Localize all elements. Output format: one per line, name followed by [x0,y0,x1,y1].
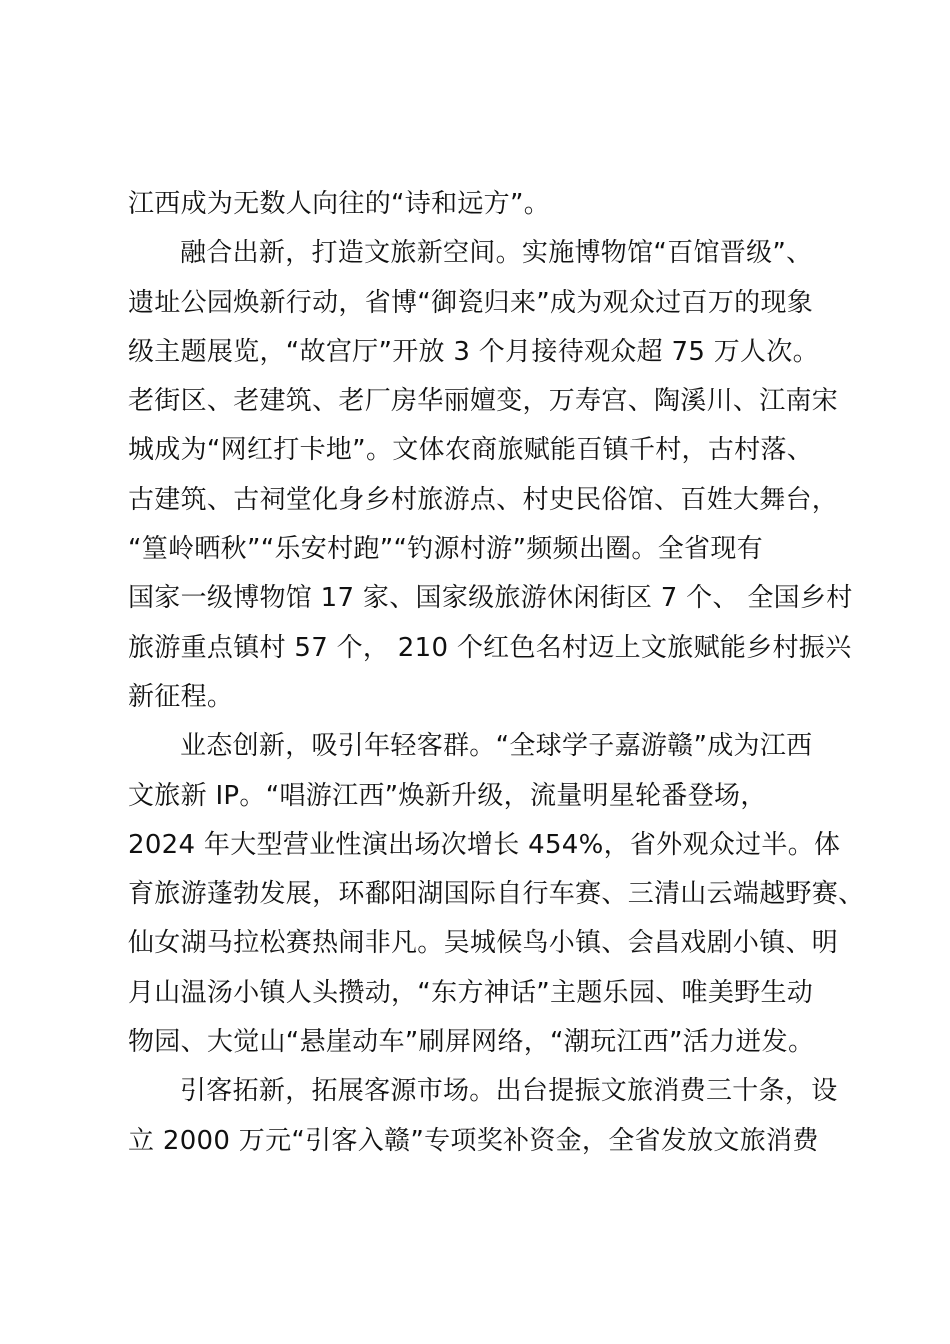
text-line: 城成为“网红打卡地”。文体农商旅赋能百镇千村，古村落、 [128,435,814,466]
text-line: 2024 年大型营业性演出场次增长 454%，省外观众过半。体 [128,829,841,860]
paragraph-visitors [128,1067,838,1166]
text-line: 江西成为无数人向往的“诗和远方”。 [128,189,551,219]
text-line: 老街区、老建筑、老厂房华丽嬗变，万寿宫、陶溪川、江南宋 [128,386,839,417]
document-body [128,180,865,1166]
paragraph-innovation [128,722,865,1067]
text-line: 国家一级博物馆 17 家、国家级旅游休闲街区 7 个、 全国乡村 [128,583,853,614]
text-line: 物园、大觉山“悬崖动车”刷屏网络，“潮玩江西”活力迸发。 [128,1027,815,1058]
text-line: “篁岭晒秋”“乐安村跑”“钓源村游”频频出圈。全省现有 [128,534,763,565]
paragraph-intro-tail [128,180,838,229]
text-line: 立 2000 万元“引客入赣”专项奖补资金，全省发放文旅消费 [128,1125,819,1156]
text-line: 古建筑、古祠堂化身乡村旅游点、村史民俗馆、百姓大舞台， [128,484,839,515]
text-line: 月山温汤小镇人头攒动，“东方神话”主题乐园、唯美野生动 [128,977,814,1008]
text-line: 仙女湖马拉松赛热闹非凡。吴城候鸟小镇、会昌戏剧小镇、明 [128,928,839,959]
text-line: 引客拓新，拓展客源市场。出台提振文旅消费三十条，设 [180,1076,838,1107]
text-line: 遗址公园焕新行动，省博“御瓷归来”成为观众过百万的现象 [128,287,814,318]
text-line: 新征程。 [128,681,234,712]
text-line: 融合出新，打造文旅新空间。实施博物馆“百馆晋级”、 [180,238,813,269]
text-line: 文旅新 IP。“唱游江西”焕新升级，流量明星轮番登场， [128,780,767,811]
paragraph-integration [128,229,853,722]
text-line: 育旅游蓬勃发展，环鄱阳湖国际自行车赛、三清山云端越野赛、 [128,879,865,910]
text-line: 级主题展览，“故宫厅”开放 3 个月接待观众超 75 万人次。 [128,336,819,367]
text-line: 旅游重点镇村 57 个， 210 个红色名村迈上文旅赋能乡村振兴 [128,632,852,663]
text-line: 业态创新，吸引年轻客群。“全球学子嘉游赣”成为江西 [180,731,813,762]
